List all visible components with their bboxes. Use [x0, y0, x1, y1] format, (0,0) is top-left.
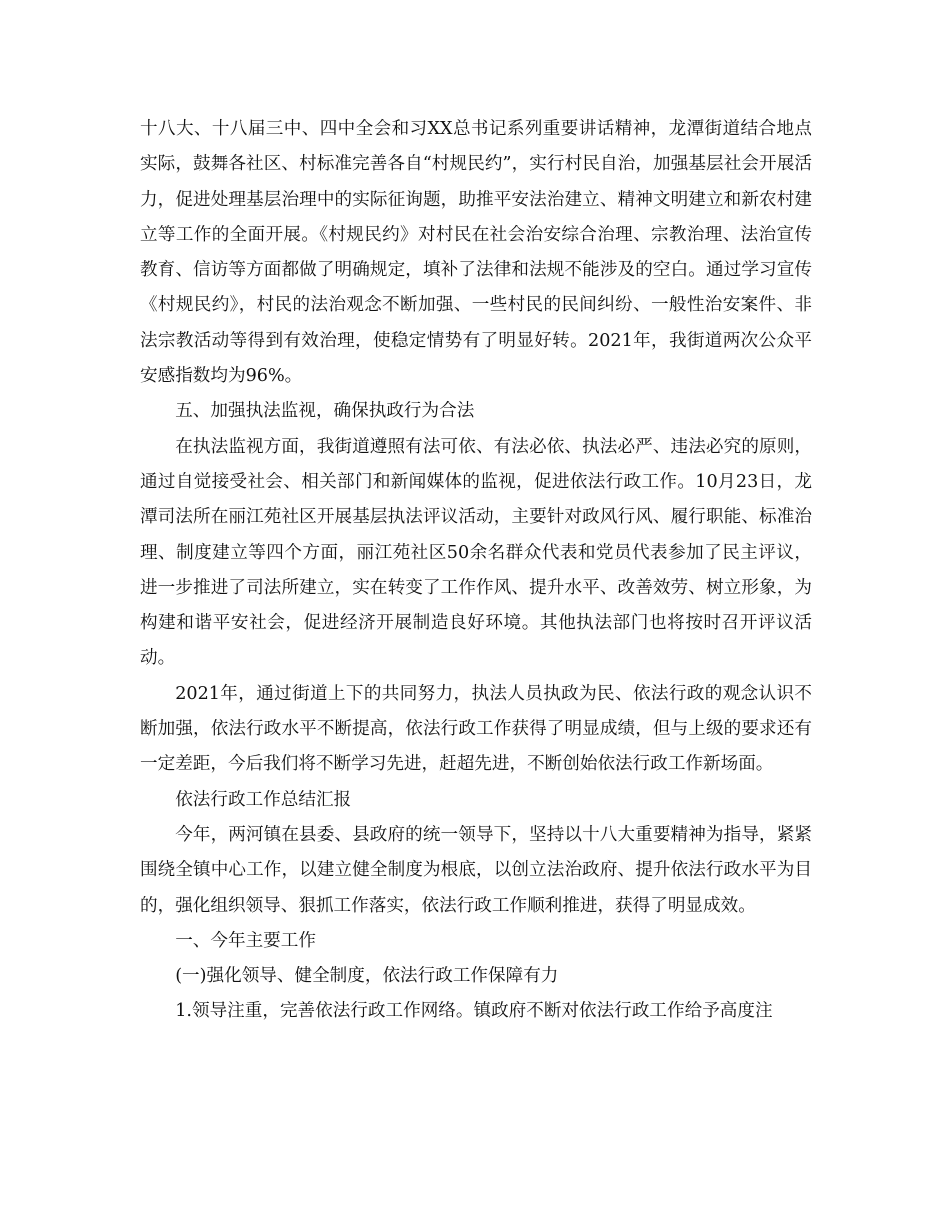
- subsection-heading-one: (一)强化领导、健全制度，依法行政工作保障有力: [175, 966, 559, 987]
- section-heading-one: 一、今年主要工作: [175, 930, 316, 951]
- paragraph-summary-2021: 2021年，通过街道上下的共同努力，执法人员执政为民、依法行政的观念认识不断加强，依法行政水平不断提高，依法行政工作获得了明显成绩，但与上级的要求还有一定差距，今后我们将不断学习先进，赶超先进，不断创始依法行政工作新场面。: [140, 683, 812, 775]
- paragraph-continuation: 十八大、十八届三中、四中全会和习XX总书记系列重要讲话精神，龙潭街道结合地点实际，鼓舞各社区、村标准完善各自“村规民约”，实行村民自治，加强基层社会开展活力，促进处理基层治理中的实际征询题，助推平安法治建立、精神文明建立和新农村建立等工作的全面开展。《村规民约》对村民在社会治安综合治理、宗教治理、法治宣传教育、信访等方面都做了明确规定，填补了法律和法规不能涉及的空白。通过学习宣传《村规民约》，村民的法治观念不断加强、一些村民的民间纠纷、一般性治安案件、非法宗教活动等得到有效治理，使稳定情势有了明显好转。2021年，我街道两次公众平安感指数均为96%。: [140, 119, 812, 387]
- paragraph-supervision: 在执法监视方面，我街道遵照有法可依、有法必依、执法必严、违法必究的原则，通过自觉接受社会、相关部门和新闻媒体的监视，促进依法行政工作。10月23日，龙潭司法所在丽江苑社区开展基层执法评议活动，主要针对政风行风、履行职能、标准治理、制度建立等四个方面，丽江苑社区50余名群众代表和党员代表参加了民主评议，进一步推进了司法所建立，实在转变了工作作风、提升水平、改善效劳、树立形象，为构建和谐平安社会，促进经济开展制造良好环境。其他执法部门也将按时召开评议活动。: [140, 436, 812, 669]
- section-heading-five: 五、加强执法监视，确保执政行为合法: [175, 401, 475, 422]
- document-page: [140, 112, 812, 1030]
- paragraph-item-one: 1.领导注重，完善依法行政工作网络。镇政府不断对依法行政工作给予高度注: [175, 1001, 773, 1022]
- report-title: 依法行政工作总结汇报: [175, 789, 352, 810]
- paragraph-intro: 今年，两河镇在县委、县政府的统一领导下，坚持以十八大重要精神为指导，紧紧围绕全镇中心工作，以建立健全制度为根底，以创立法治政府、提升依法行政水平为目的，强化组织领导、狠抓工作落实，依法行政工作顺利推进，获得了明显成效。: [140, 824, 812, 916]
